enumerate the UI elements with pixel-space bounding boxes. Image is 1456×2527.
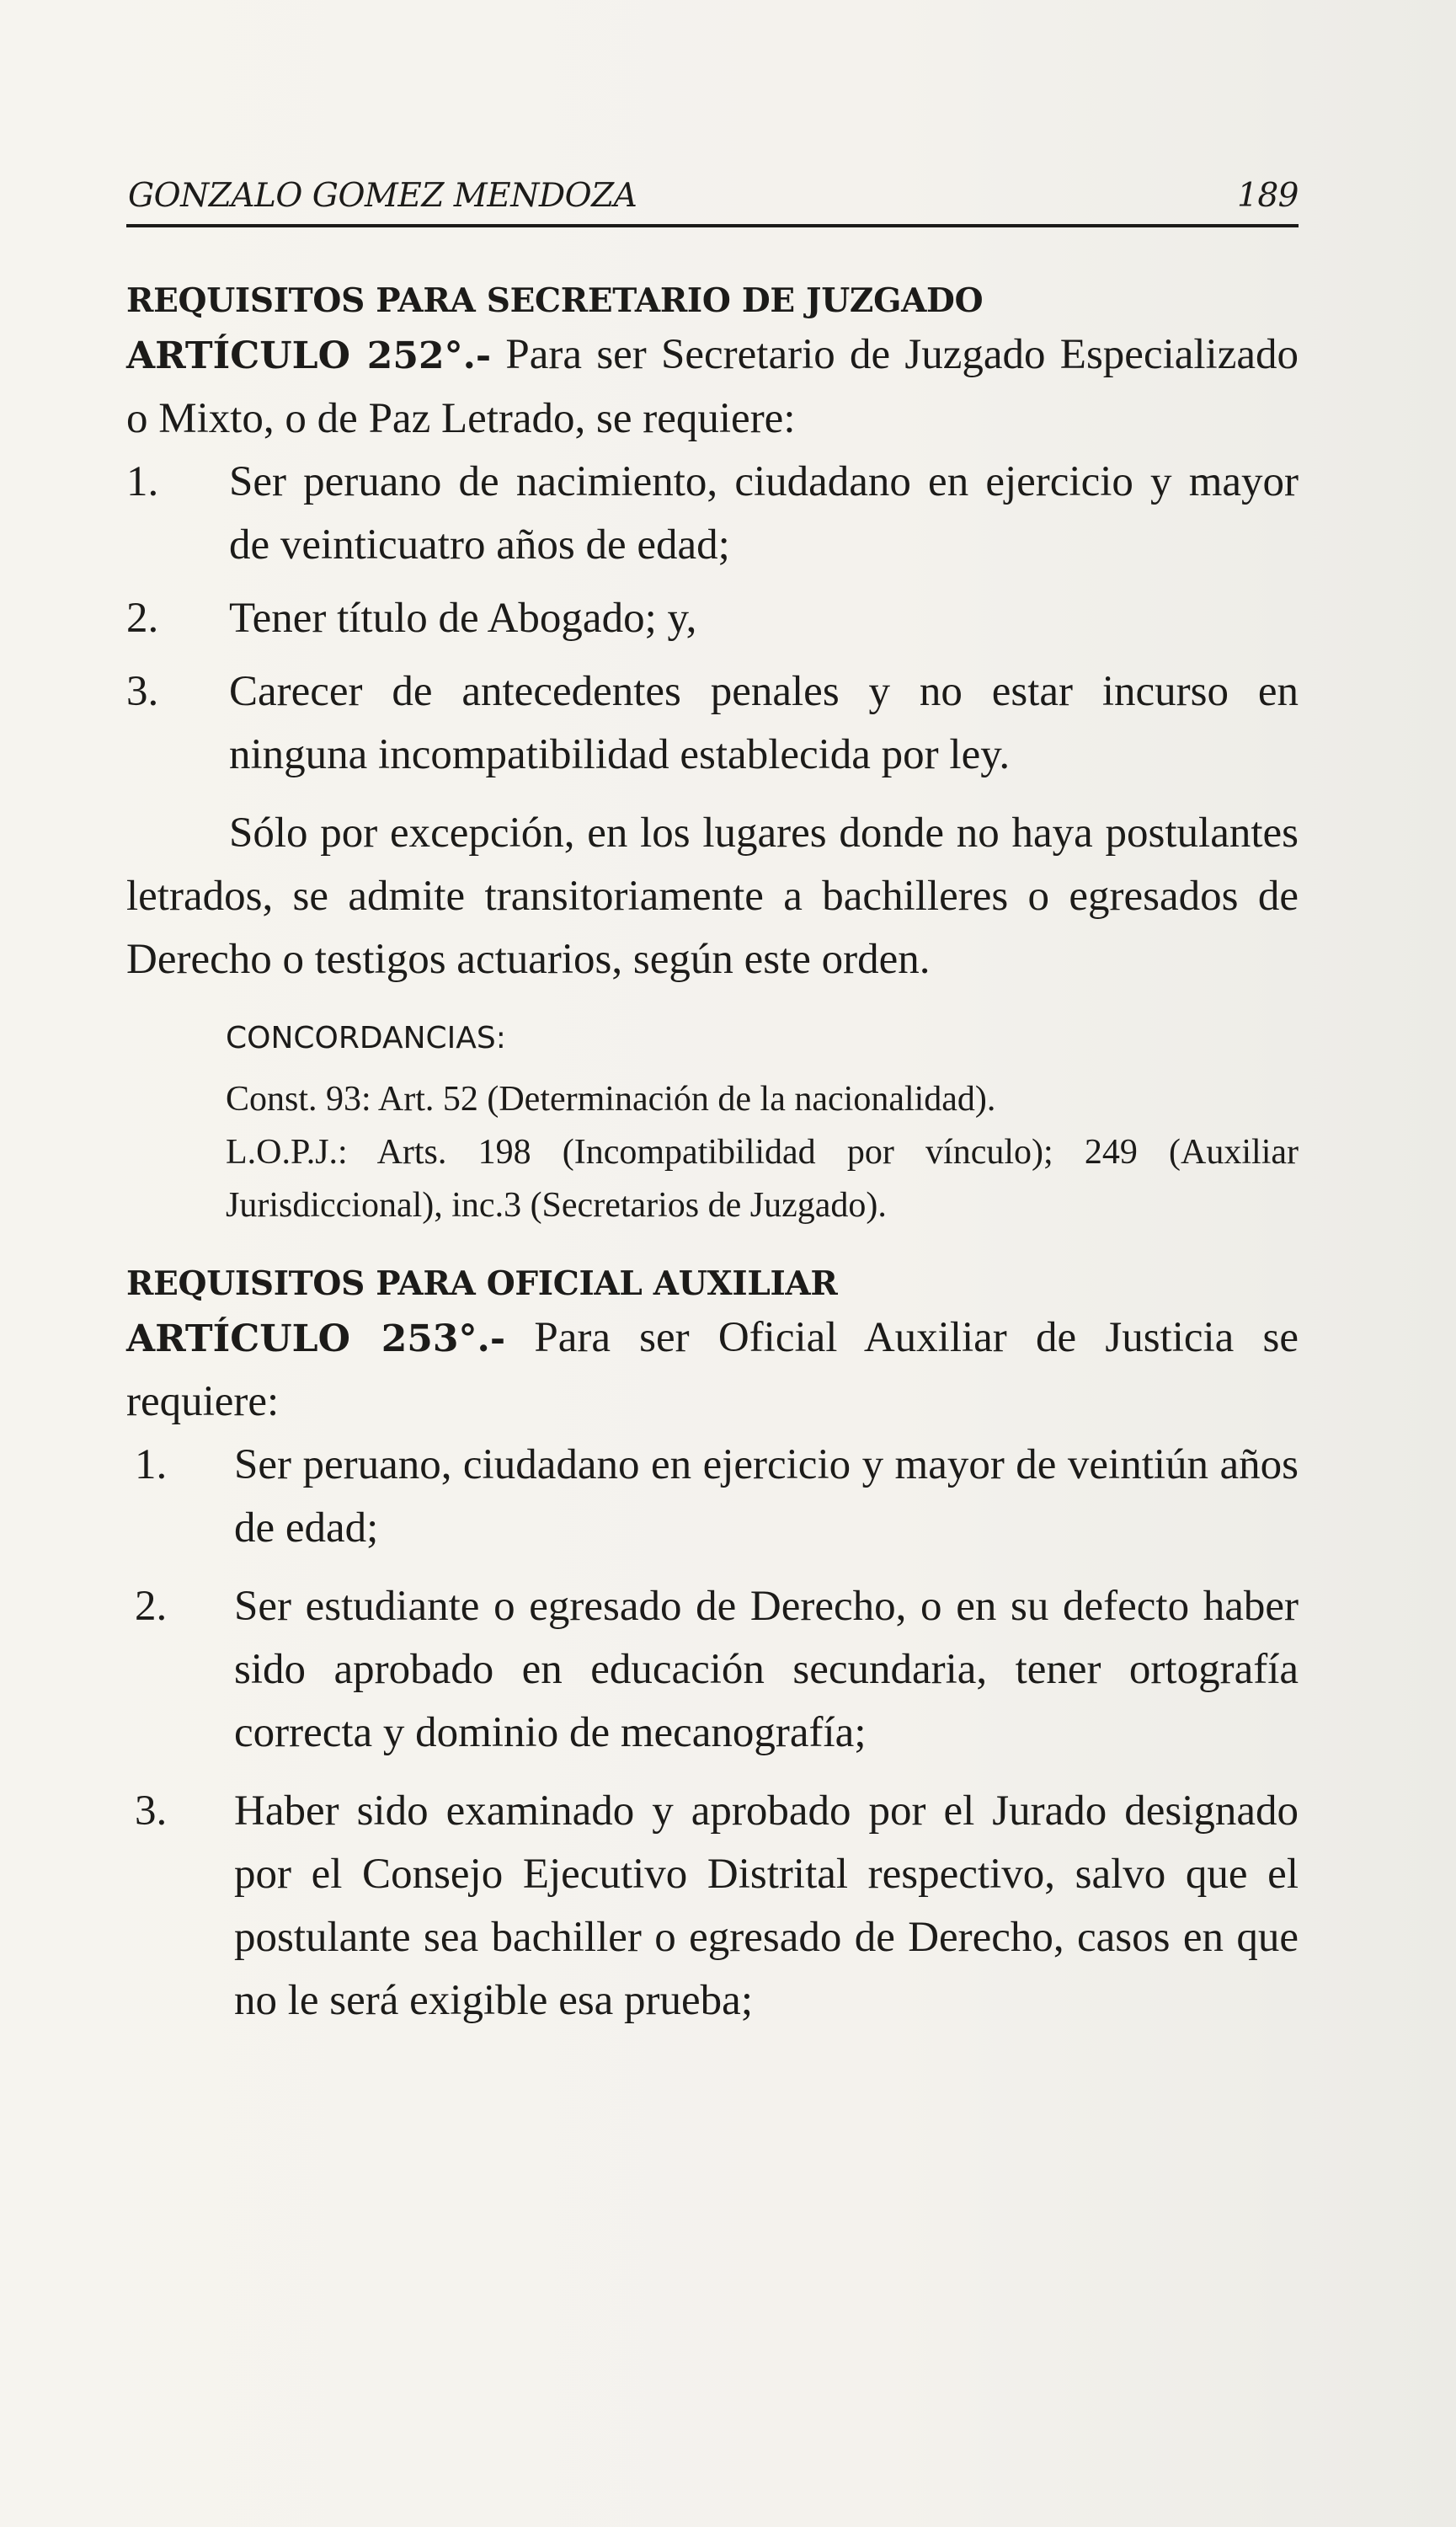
list-item-text: Ser estudiante o egresado de Derecho, o en su defecto haber sido aprobado en educación secundaria, tener ortografía correcta y dominio de mecanografía; xyxy=(234,1583,1299,1756)
page-number: 189 xyxy=(1237,177,1299,215)
article-text: Para ser Oficial Auxiliar de Justicia se requiere: xyxy=(126,1314,1299,1425)
article-number: ARTÍCULO 253°.- xyxy=(126,1317,506,1360)
list-item-number: 3. xyxy=(126,668,159,715)
list-item xyxy=(126,1780,1299,2033)
header-rule xyxy=(126,224,1299,227)
body-paragraph: Sólo por excepción, en los lugares donde no haya postulantes letrados, se admite transitoriamente a bachilleres o egresados de Derecho o testigos actuarios, según este orden. xyxy=(126,809,1299,983)
article-253 xyxy=(126,1306,1299,1434)
article-number: ARTÍCULO 252°.- xyxy=(126,334,492,377)
concordancia-line: L.O.P.J.: Arts. 198 (Incompatibilidad por vínculo); 249 (Auxiliar Jurisdiccional), inc.3 (Secretarios de Juzgado). xyxy=(226,1133,1299,1225)
list-item xyxy=(126,1575,1299,1765)
section-oficial-auxiliar xyxy=(126,1261,1299,2033)
section-heading: REQUISITOS PARA OFICIAL AUXILIAR xyxy=(126,1264,838,1303)
requirements-list xyxy=(126,451,1299,787)
page-content xyxy=(126,278,1299,2048)
concordancias-label: CONCORDANCIAS: xyxy=(226,1021,506,1055)
article-252 xyxy=(126,323,1299,451)
list-item-text: Ser peruano de nacimiento, ciudadano en ejercicio y mayor de veinticuatro años de edad; xyxy=(229,458,1299,569)
list-item-text: Haber sido examinado y aprobado por el Jurado designado por el Consejo Ejecutivo Distrital respectivo, salvo que el postulante sea bachiller o egresado de Derecho, casos en que no le será exigible esa prueba; xyxy=(234,1787,1299,2024)
list-item xyxy=(126,587,1299,650)
list-item-text: Tener título de Abogado; y, xyxy=(229,595,697,642)
list-item xyxy=(126,1434,1299,1560)
list-item-number: 1. xyxy=(126,458,159,505)
list-item xyxy=(126,451,1299,577)
list-item-number: 2. xyxy=(135,1583,168,1630)
list-item xyxy=(126,660,1299,787)
section-heading: REQUISITOS PARA SECRETARIO DE JUZGADO xyxy=(126,281,984,320)
article-text: Para ser Secretario de Juzgado Especializado o Mixto, o de Paz Letrado, se requiere: xyxy=(126,331,1299,442)
concordancia-line: Const. 93: Art. 52 (Determinación de la nacionalidad). xyxy=(226,1080,996,1119)
list-item-number: 3. xyxy=(135,1787,168,1835)
section-secretario xyxy=(126,278,1299,1232)
list-item-text: Ser peruano, ciudadano en ejercicio y mayor de veintiún años de edad; xyxy=(234,1441,1299,1552)
list-item-text: Carecer de antecedentes penales y no estar incurso en ninguna incompatibilidad establecida por ley. xyxy=(229,668,1299,778)
header-author: GONZALO GOMEZ MENDOZA xyxy=(128,177,637,215)
requirements-list xyxy=(126,1434,1299,2033)
concordancias-block xyxy=(226,1012,1299,1232)
list-item-number: 1. xyxy=(135,1441,168,1488)
list-item-number: 2. xyxy=(126,595,159,642)
